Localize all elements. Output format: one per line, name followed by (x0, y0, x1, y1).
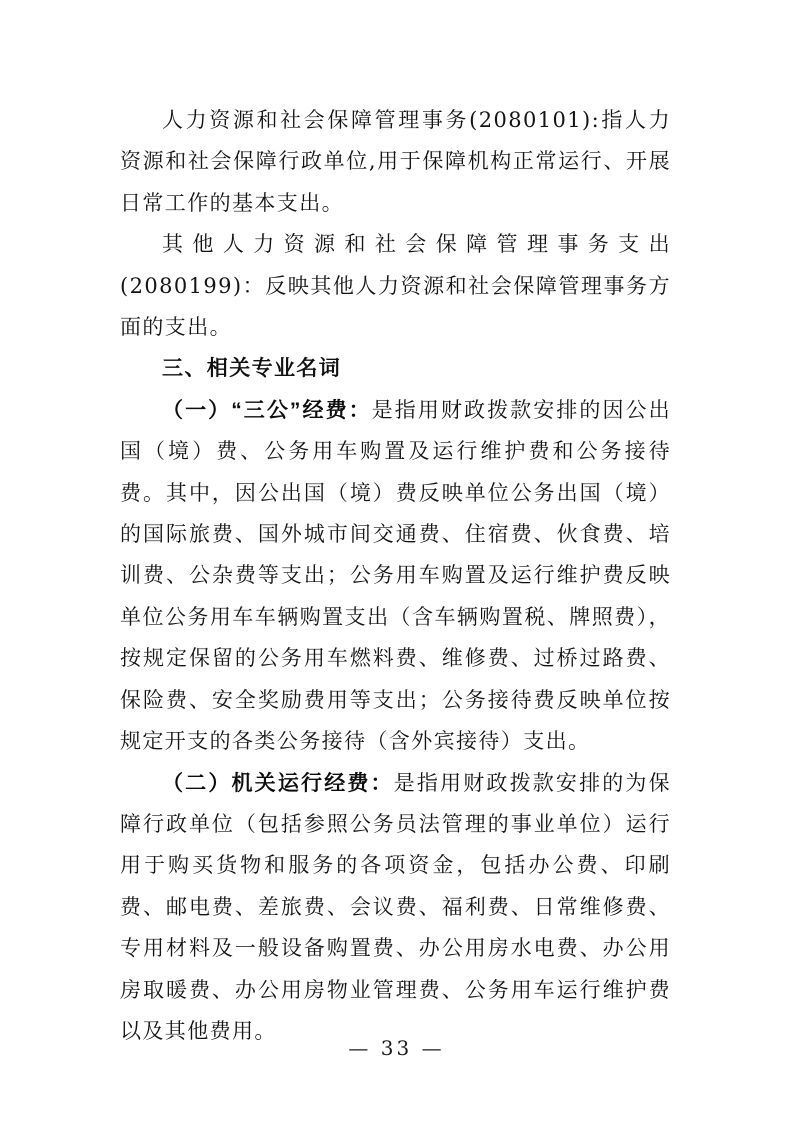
term-lead-sangong-funds: （一）“三公”经费： (162, 398, 372, 422)
term-definition-sangong-funds: 是指用财政拨款安排的因公出国（境）费、公务用车购置及运行维护费和公务接待费。其中，因公出国（境）费反映单位公务出国（境）的国际旅费、国外城市间交通费、住宿费、伙食费、培训费、公杂费等支出；公务用车购置及运行维护费反映单位公务用车车辆购置支出（含车辆购置税、牌照费），按规定保留的公务用车燃料费、维修费、过桥过路费、保险费、安全奖励费用等支出；公务接待费反映单位按规定开支的各类公务接待（含外宾接待）支出。 (120, 397, 672, 754)
paragraph-budget-item-2080199: 其他人力资源和社会保障管理事务支出(2080199)：反映其他人力资源和社会保障管理事务方面的支出。 (120, 232, 671, 340)
section-heading-related-terms: 三、相关专业名词 (162, 357, 342, 381)
term-lead-agency-operating-funds: （二）机关运行经费： (162, 771, 394, 795)
term-definition-agency-operating-funds: 是指用财政拨款安排的为保障行政单位（包括参照公务员法管理的事业单位）运行用于购买货物和服务的各项资金，包括办公费、印刷费、邮电费、差旅费、会议费、福利费、日常维修费、专用材料及一般设备购置费、办公用房水电费、办公用房取暖费、办公用房物业管理费、公务用车运行维护费以及其他费用。 (120, 770, 671, 1043)
paragraph-budget-item-2080101: 人力资源和社会保障管理事务(2080101):指人力资源和社会保障行政单位,用于保障机构正常运行、开展日常工作的基本支出。 (120, 108, 671, 215)
document-body (120, 100, 671, 1052)
paragraph-term-agency-operating-funds (120, 763, 671, 1053)
paragraph-term-sangong-funds (120, 390, 671, 763)
page-number: — 33 — (348, 1036, 445, 1060)
